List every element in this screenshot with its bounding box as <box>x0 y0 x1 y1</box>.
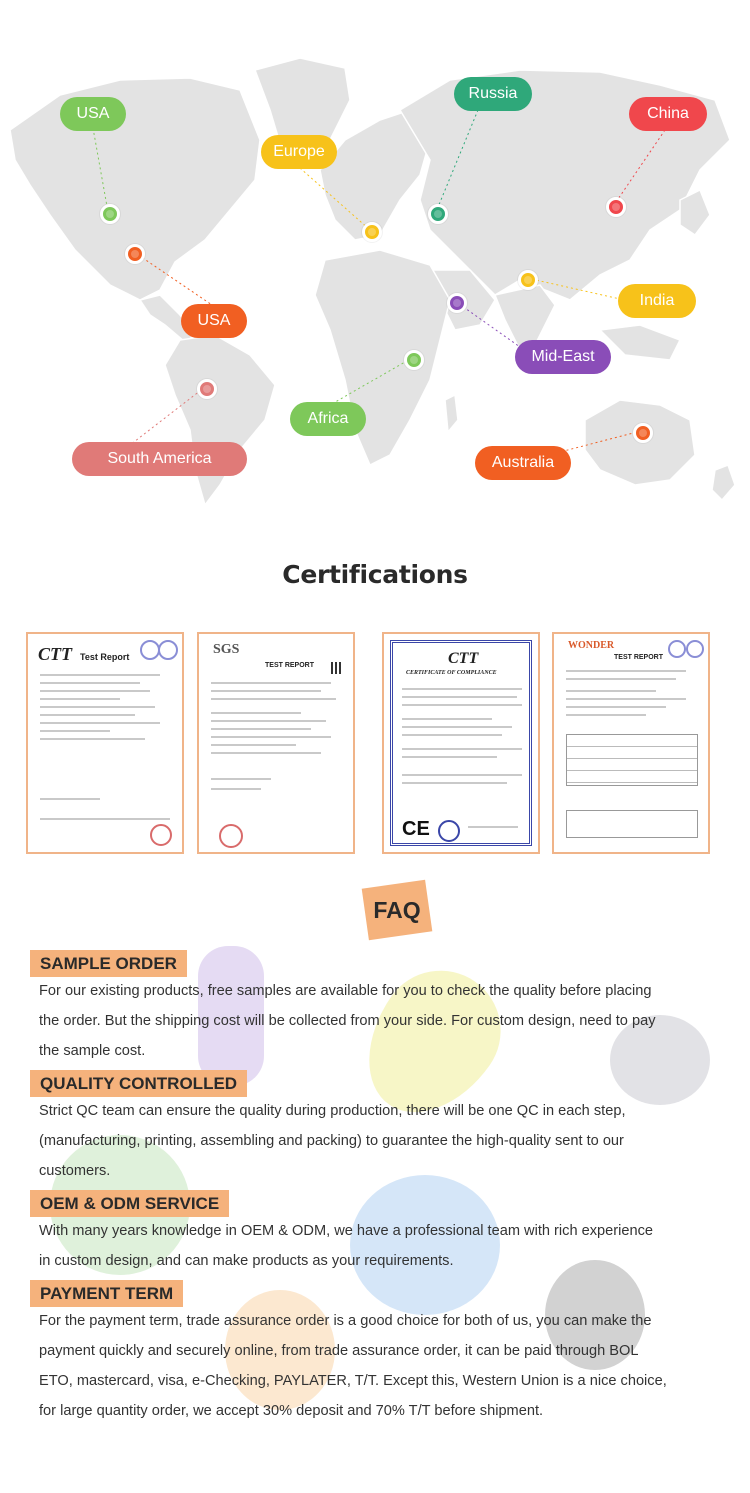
faq-line: customers. <box>39 1163 111 1179</box>
qr-code-icon <box>331 662 343 674</box>
results-table <box>566 734 698 786</box>
certifications-title: Certifications <box>282 560 468 589</box>
certificate-heading: TEST REPORT <box>614 654 664 661</box>
accreditation-seal-icon <box>140 640 160 660</box>
faq-line: for large quantity order, we accept 30% deposit and 70% T/T before shipment. <box>39 1403 544 1419</box>
map-pin-europe <box>362 222 382 242</box>
certificate-card-ctt-compliance[interactable] <box>382 632 540 854</box>
certificate-heading: CERTIFICATE OF COMPLIANCE <box>406 670 497 676</box>
faq-heading-quality-controlled: QUALITY CONTROLLED <box>30 1070 247 1097</box>
faq-body-quality-controlled <box>39 1096 719 1186</box>
faq-line: For the payment term, trade assurance order is a good choice for both of us, you can make the <box>39 1313 652 1329</box>
certificate-document <box>388 638 534 848</box>
map-pin-mid-east <box>447 293 467 313</box>
map-pin-china <box>606 197 626 217</box>
map-label-south-america: South America <box>72 442 247 476</box>
map-label-usa-north: USA <box>60 97 126 131</box>
map-label-mid-east: Mid-East <box>515 340 611 374</box>
stamp-icon <box>150 824 172 846</box>
faq-heading-payment-term: PAYMENT TERM <box>30 1280 183 1307</box>
certificate-document <box>32 638 178 848</box>
certificate-document <box>203 638 349 848</box>
map-label-africa: Africa <box>290 402 366 436</box>
faq-heading-oem-odm-service: OEM & ODM SERVICE <box>30 1190 229 1217</box>
faq-body-payment-term <box>39 1306 719 1426</box>
map-label-usa-south: USA <box>181 304 247 338</box>
certificate-logo: WONDER <box>568 640 615 651</box>
map-pin-usa-south <box>125 244 145 264</box>
map-label-russia: Russia <box>454 77 532 111</box>
certificate-card-sgs-test-report[interactable] <box>197 632 355 854</box>
certificate-card-wonder-test-report[interactable] <box>552 632 710 854</box>
certificate-heading: Test Report <box>80 652 130 662</box>
faq-line: in custom design, and can make products as your requirements. <box>39 1253 454 1269</box>
certificate-logo: CTT <box>448 650 479 667</box>
certificate-card-ctt-test-report[interactable] <box>26 632 184 854</box>
certificate-document <box>558 638 704 848</box>
faq-heading-sample-order: SAMPLE ORDER <box>30 950 187 977</box>
accreditation-seal-icon <box>158 640 178 660</box>
certificate-logo: CTT <box>38 644 72 664</box>
ce-mark-icon: CE <box>402 818 430 840</box>
certificate-heading: TEST REPORT <box>265 662 315 669</box>
faq-line: With many years knowledge in OEM & ODM, we have a professional team with rich experience <box>39 1223 654 1239</box>
faq-line: (manufacturing, printing, assembling and packing) to guarantee the high-quality sent to our <box>39 1133 624 1149</box>
map-pin-africa <box>404 350 424 370</box>
map-label-australia: Australia <box>475 446 571 480</box>
faq-line: Strict QC team can ensure the quality during production, there will be one QC in each step, <box>39 1103 626 1119</box>
certificate-logo: SGS <box>213 642 240 657</box>
accreditation-seal-icon <box>686 640 704 658</box>
faq-line: For our existing products, free samples are available for you to check the quality before placing <box>39 983 652 999</box>
faq-line: ETO, mastercard, visa, e-Checking, PAYLATER, T/T. Except this, Western Union is a nice choice, <box>39 1373 667 1389</box>
stamp-icon <box>219 824 243 848</box>
signatures-table <box>566 810 698 838</box>
faq-line: the order. But the shipping cost will be collected from your side. For custom design, need to pay <box>39 1013 656 1029</box>
map-label-india: India <box>618 284 696 318</box>
faq-title: FAQ <box>373 897 421 923</box>
accreditation-seal-icon <box>668 640 686 658</box>
map-label-europe: Europe <box>261 135 337 169</box>
world-map-section <box>0 0 750 530</box>
map-pin-south-america <box>197 379 217 399</box>
map-pin-india <box>518 270 538 290</box>
map-label-china: China <box>629 97 707 131</box>
faq-line: payment quickly and securely online, from trade assurance order, it can be paid through BOL <box>39 1343 639 1359</box>
faq-body-oem-odm-service <box>39 1216 719 1276</box>
faq-line: the sample cost. <box>39 1043 146 1059</box>
map-pin-usa-north <box>100 204 120 224</box>
faq-body-sample-order <box>39 976 719 1066</box>
map-pin-australia <box>633 423 653 443</box>
map-pin-russia <box>428 204 448 224</box>
stamp-icon <box>438 820 460 842</box>
